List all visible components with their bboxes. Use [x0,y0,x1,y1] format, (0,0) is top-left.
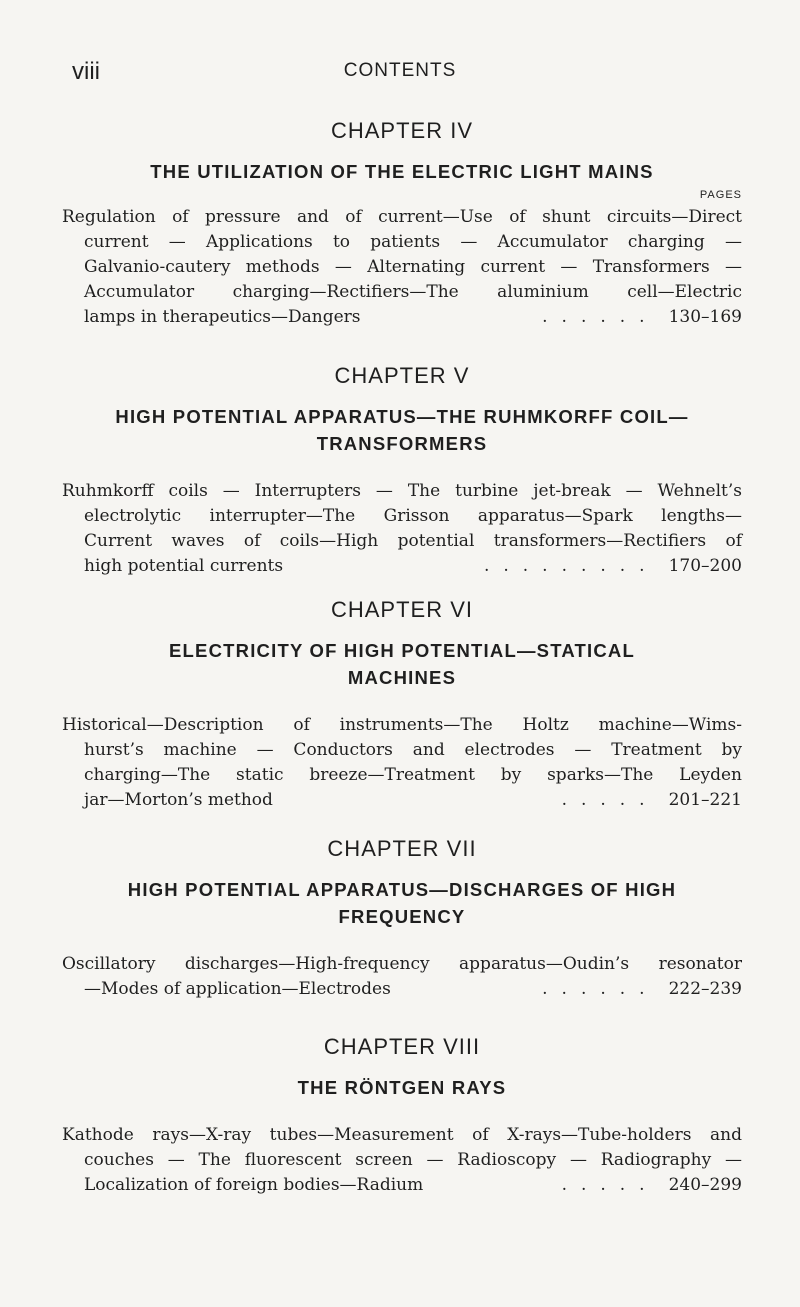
chapter-title [62,637,742,691]
page-range: 170–200 [668,556,742,576]
leader-dots: ...... [542,979,659,999]
chapter-vii-entry [62,836,742,1002]
chapter-title-line: ELECTRICITY OF HIGH POTENTIAL—STATICAL [169,640,635,661]
summary-last-line [62,554,742,579]
chapter-v-entry [62,363,742,579]
page-range: 240–299 [668,1175,742,1195]
summary-line: high potential currents [84,556,284,576]
page-header [0,58,800,88]
summary-line: Oscillatory discharges—High-frequency apparatus—Oudin’s resonator [62,954,742,974]
chapter-title-line: HIGH POTENTIAL APPARATUS—THE RUHMKORFF COIL— [115,406,689,427]
chapter-summary [62,952,742,1002]
chapter-summary [62,1123,742,1198]
page-number: viii [72,58,100,85]
summary-line: Ruhmkorff coils — Interrupters — The turbine jet-break — Wehnelt’s [62,481,742,501]
chapter-title-line: THE UTILIZATION OF THE ELECTRIC LIGHT MAINS [150,161,654,182]
pages-column-label: PAGES [699,189,742,201]
chapter-label: CHAPTER VII [327,836,477,861]
chapter-summary [62,205,742,330]
chapter-title-line: TRANSFORMERS [316,433,488,454]
leader-dots: ..... [561,790,659,810]
chapter-viii-entry [62,1034,742,1198]
chapter-title-line: HIGH POTENTIAL APPARATUS—DISCHARGES OF HIGH [127,879,677,900]
chapter-title [62,1074,742,1101]
chapter-summary [62,713,742,813]
chapter-title [62,158,742,185]
chapter-summary [62,479,742,579]
chapter-title-line: THE RÖNTGEN RAYS [297,1077,507,1098]
chapter-label: CHAPTER VIII [323,1034,481,1059]
summary-line: —Modes of application—Electrodes [84,979,391,999]
summary-line: Current waves of coils—High potential transformers—Rectifiers of [84,531,742,551]
summary-line: Kathode rays—X-ray tubes—Measurement of X-rays—Tube-holders and [62,1125,742,1145]
summary-line: lamps in therapeutics—Dangers [84,307,361,327]
chapter-label: CHAPTER IV [330,118,474,143]
chapter-title [62,403,742,457]
summary-line: Localization of foreign bodies—Radium [84,1175,424,1195]
leader-dots: ..... [561,1175,659,1195]
running-title: CONTENTS [343,60,457,81]
leader-dots: ...... [542,307,659,327]
page-range: 130–169 [668,307,742,327]
summary-line: electrolytic interrupter—The Grisson apparatus—Spark lengths— [84,506,742,526]
summary-line: Historical—Description of instruments—The Holtz machine—Wims- [62,715,742,735]
chapter-label: CHAPTER V [334,363,470,388]
summary-line: Regulation of pressure and of current—Use of shunt circuits—Direct [62,207,742,227]
summary-last-line [62,788,742,813]
summary-last-line [62,305,742,330]
summary-line: current — Applications to patients — Accumulator charging — [84,232,742,252]
chapter-iv-entry [62,118,742,330]
summary-last-line [62,977,742,1002]
summary-last-line [62,1173,742,1198]
summary-line: Galvanio-cautery methods — Alternating current — Transformers — [84,257,742,277]
chapter-vi-entry [62,597,742,813]
chapter-label: CHAPTER VI [330,597,474,622]
page-range: 201–221 [668,790,742,810]
summary-line: Accumulator charging—Rectifiers—The aluminium cell—Electric [84,282,742,302]
page-range: 222–239 [668,979,742,999]
summary-line: charging—The static breeze—Treatment by sparks—The Leyden [84,765,742,785]
summary-line: jar—Morton’s method [84,790,273,810]
summary-line: hurst’s machine — Conductors and electrodes — Treatment by [84,740,742,760]
chapter-title [62,876,742,930]
chapter-title-line: MACHINES [347,667,457,688]
leader-dots: ......... [483,556,659,576]
summary-line: couches — The fluorescent screen — Radioscopy — Radiography — [84,1150,742,1170]
chapter-title-line: FREQUENCY [338,906,466,927]
